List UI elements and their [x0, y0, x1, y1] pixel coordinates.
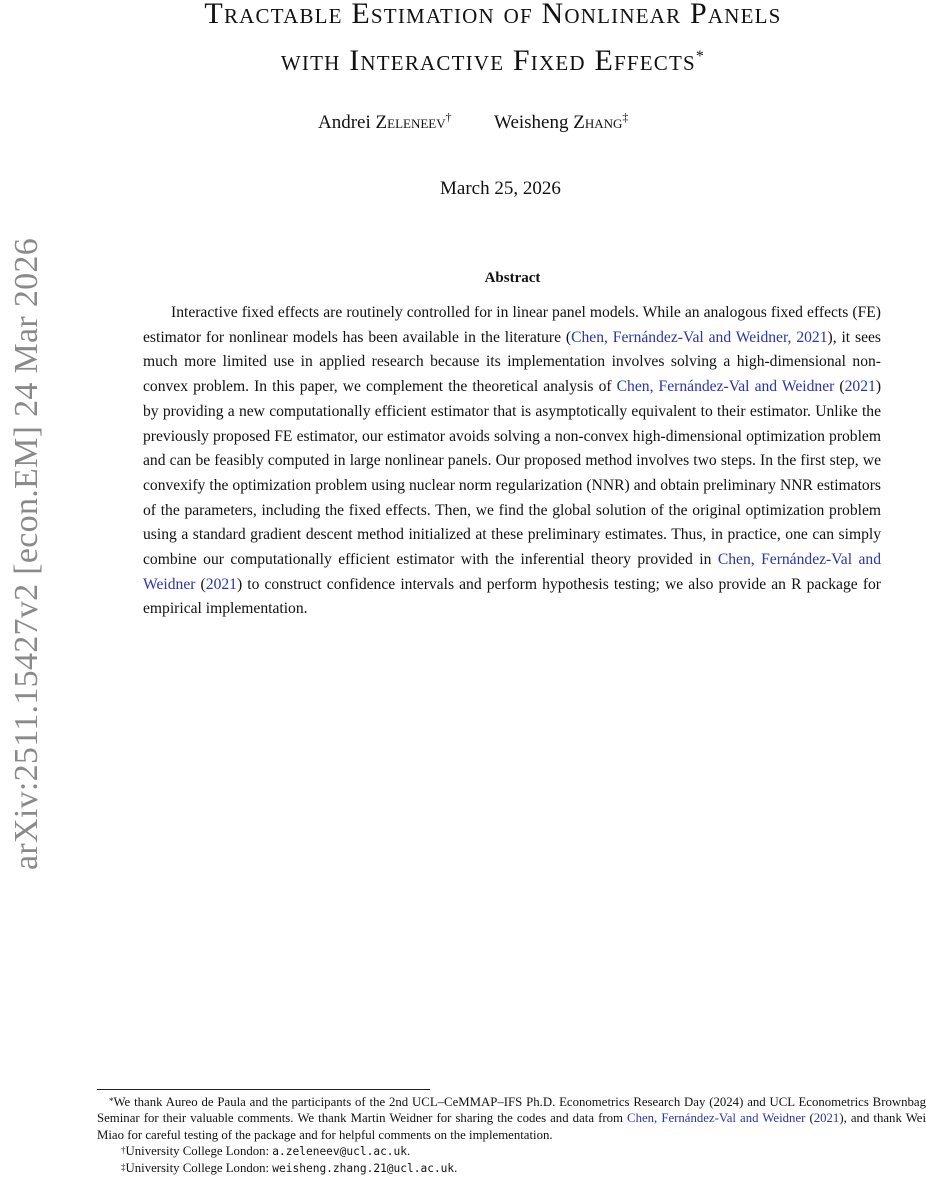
footnote-mark: †	[121, 1144, 126, 1155]
citation-paren: (	[195, 575, 206, 593]
citation-names: Chen, Fernández-Val and Weidner	[571, 328, 788, 346]
citation-link[interactable]: Chen, Fernández-Val and Weidner	[616, 378, 835, 396]
footnote-mark: ‡	[121, 1162, 126, 1173]
paper-title-line-2	[60, 44, 926, 78]
citation-link[interactable]: Chen, Fernández-Val and Weidner	[143, 551, 881, 593]
footnote-end: .	[407, 1143, 411, 1158]
paper-title-line-1: Tractable Estimation of Nonlinear Panels	[204, 0, 782, 30]
footnote-affiliation: University College London:	[125, 1143, 273, 1158]
email-address[interactable]: weisheng.zhang.21@ucl.ac.uk	[272, 1162, 455, 1176]
footnote-text: ), and thank Wei Miao for careful testing of the package and for helpful comments on the implementation.	[97, 1111, 926, 1142]
footnote-divider	[97, 1089, 430, 1090]
citation-paren: (	[805, 1111, 814, 1126]
abstract-text: ) to construct confidence intervals and perform hypothesis testing; we also provide an R package for empirical implementation.	[143, 575, 882, 618]
footnote-zeleneev	[97, 1143, 926, 1160]
abstract-text: ), it sees much more limited use in applied research because its implementation involves solving a high-dimensional non-convex problem. In this paper, we complement the theoretical analysis of	[143, 328, 881, 396]
author-last-name: Zhang	[573, 112, 623, 133]
abstract-text: Interactive fixed effects are routinely controlled for in linear panel models. While an analogous fixed effects (FE) estimator for nonlinear models has been available in the literature (	[143, 304, 881, 346]
footnote-text: We thank Aureo de Paula and the participants of the 2nd UCL–CeMMAP–IFS Ph.D. Econometrics Research Day (2024) and UCL Econometrics Brownbag Seminar for their valuable comments. We thank Martin Weidner for sharing the codes and data from	[97, 1095, 926, 1126]
author-footnote-mark[interactable]: ‡	[622, 110, 629, 124]
paper-date: March 25, 2026	[440, 178, 561, 199]
citation-link[interactable]: Chen, Fernández-Val and Weidner	[627, 1111, 806, 1126]
footnote-zhang	[97, 1160, 926, 1177]
author-first-name: Andrei	[318, 112, 371, 133]
footnotes	[97, 1094, 926, 1177]
author-zeleneev	[318, 112, 452, 133]
footnote-acknowledgements	[97, 1094, 926, 1143]
footnote-end: .	[454, 1161, 458, 1176]
author-footnote-mark[interactable]: †	[445, 110, 452, 124]
citation-year: 2021	[796, 328, 828, 346]
citation-year-link[interactable]: 2021	[813, 1111, 840, 1126]
abstract-body	[143, 301, 881, 622]
author-last-name: Zeleneev	[375, 112, 446, 133]
arxiv-identifier[interactable]: arXiv:2511.15427v2 [econ.EM] 24 Mar 2026	[8, 237, 45, 871]
footnote-affiliation: University College London:	[125, 1161, 273, 1176]
citation-sep: ,	[787, 328, 797, 346]
citation-paren: (	[834, 378, 845, 396]
abstract-text: ) by providing a new computationally efficient estimator that is asymptotically equivalent to their estimator. Unlike the previously proposed FE estimator, our estimator avoids solving a non-convex high-dimensional optimization problem and can be feasibly computed in large nonlinear panels. Our proposed method involves two steps. In the first step, we convexify the optimization problem using nuclear norm regularization (NNR) and obtain preliminary NNR estimators of the parameters, including the fixed effects. Then, we find the global solution of the original optimization problem using a standard gradient descent method initialized at these preliminary estimates. Thus, in practice, one can simply combine our computationally efficient estimator with the inferential theory provided in	[143, 378, 882, 569]
author-list	[318, 112, 666, 134]
author-zhang	[494, 112, 628, 133]
author-first-name: Weisheng	[494, 112, 569, 133]
abstract-heading: Abstract	[484, 270, 541, 286]
email-address[interactable]: a.zeleneev@ucl.ac.uk	[272, 1144, 408, 1158]
title-line-2-text: with Interactive Fixed Effects	[280, 44, 696, 77]
citation-year-link[interactable]: 2021	[205, 575, 237, 593]
footnote-mark: *	[109, 1096, 114, 1106]
citation-year-link[interactable]: 2021	[844, 378, 876, 396]
title-footnote-mark[interactable]: *	[695, 48, 706, 65]
citation-link[interactable]	[571, 329, 827, 346]
